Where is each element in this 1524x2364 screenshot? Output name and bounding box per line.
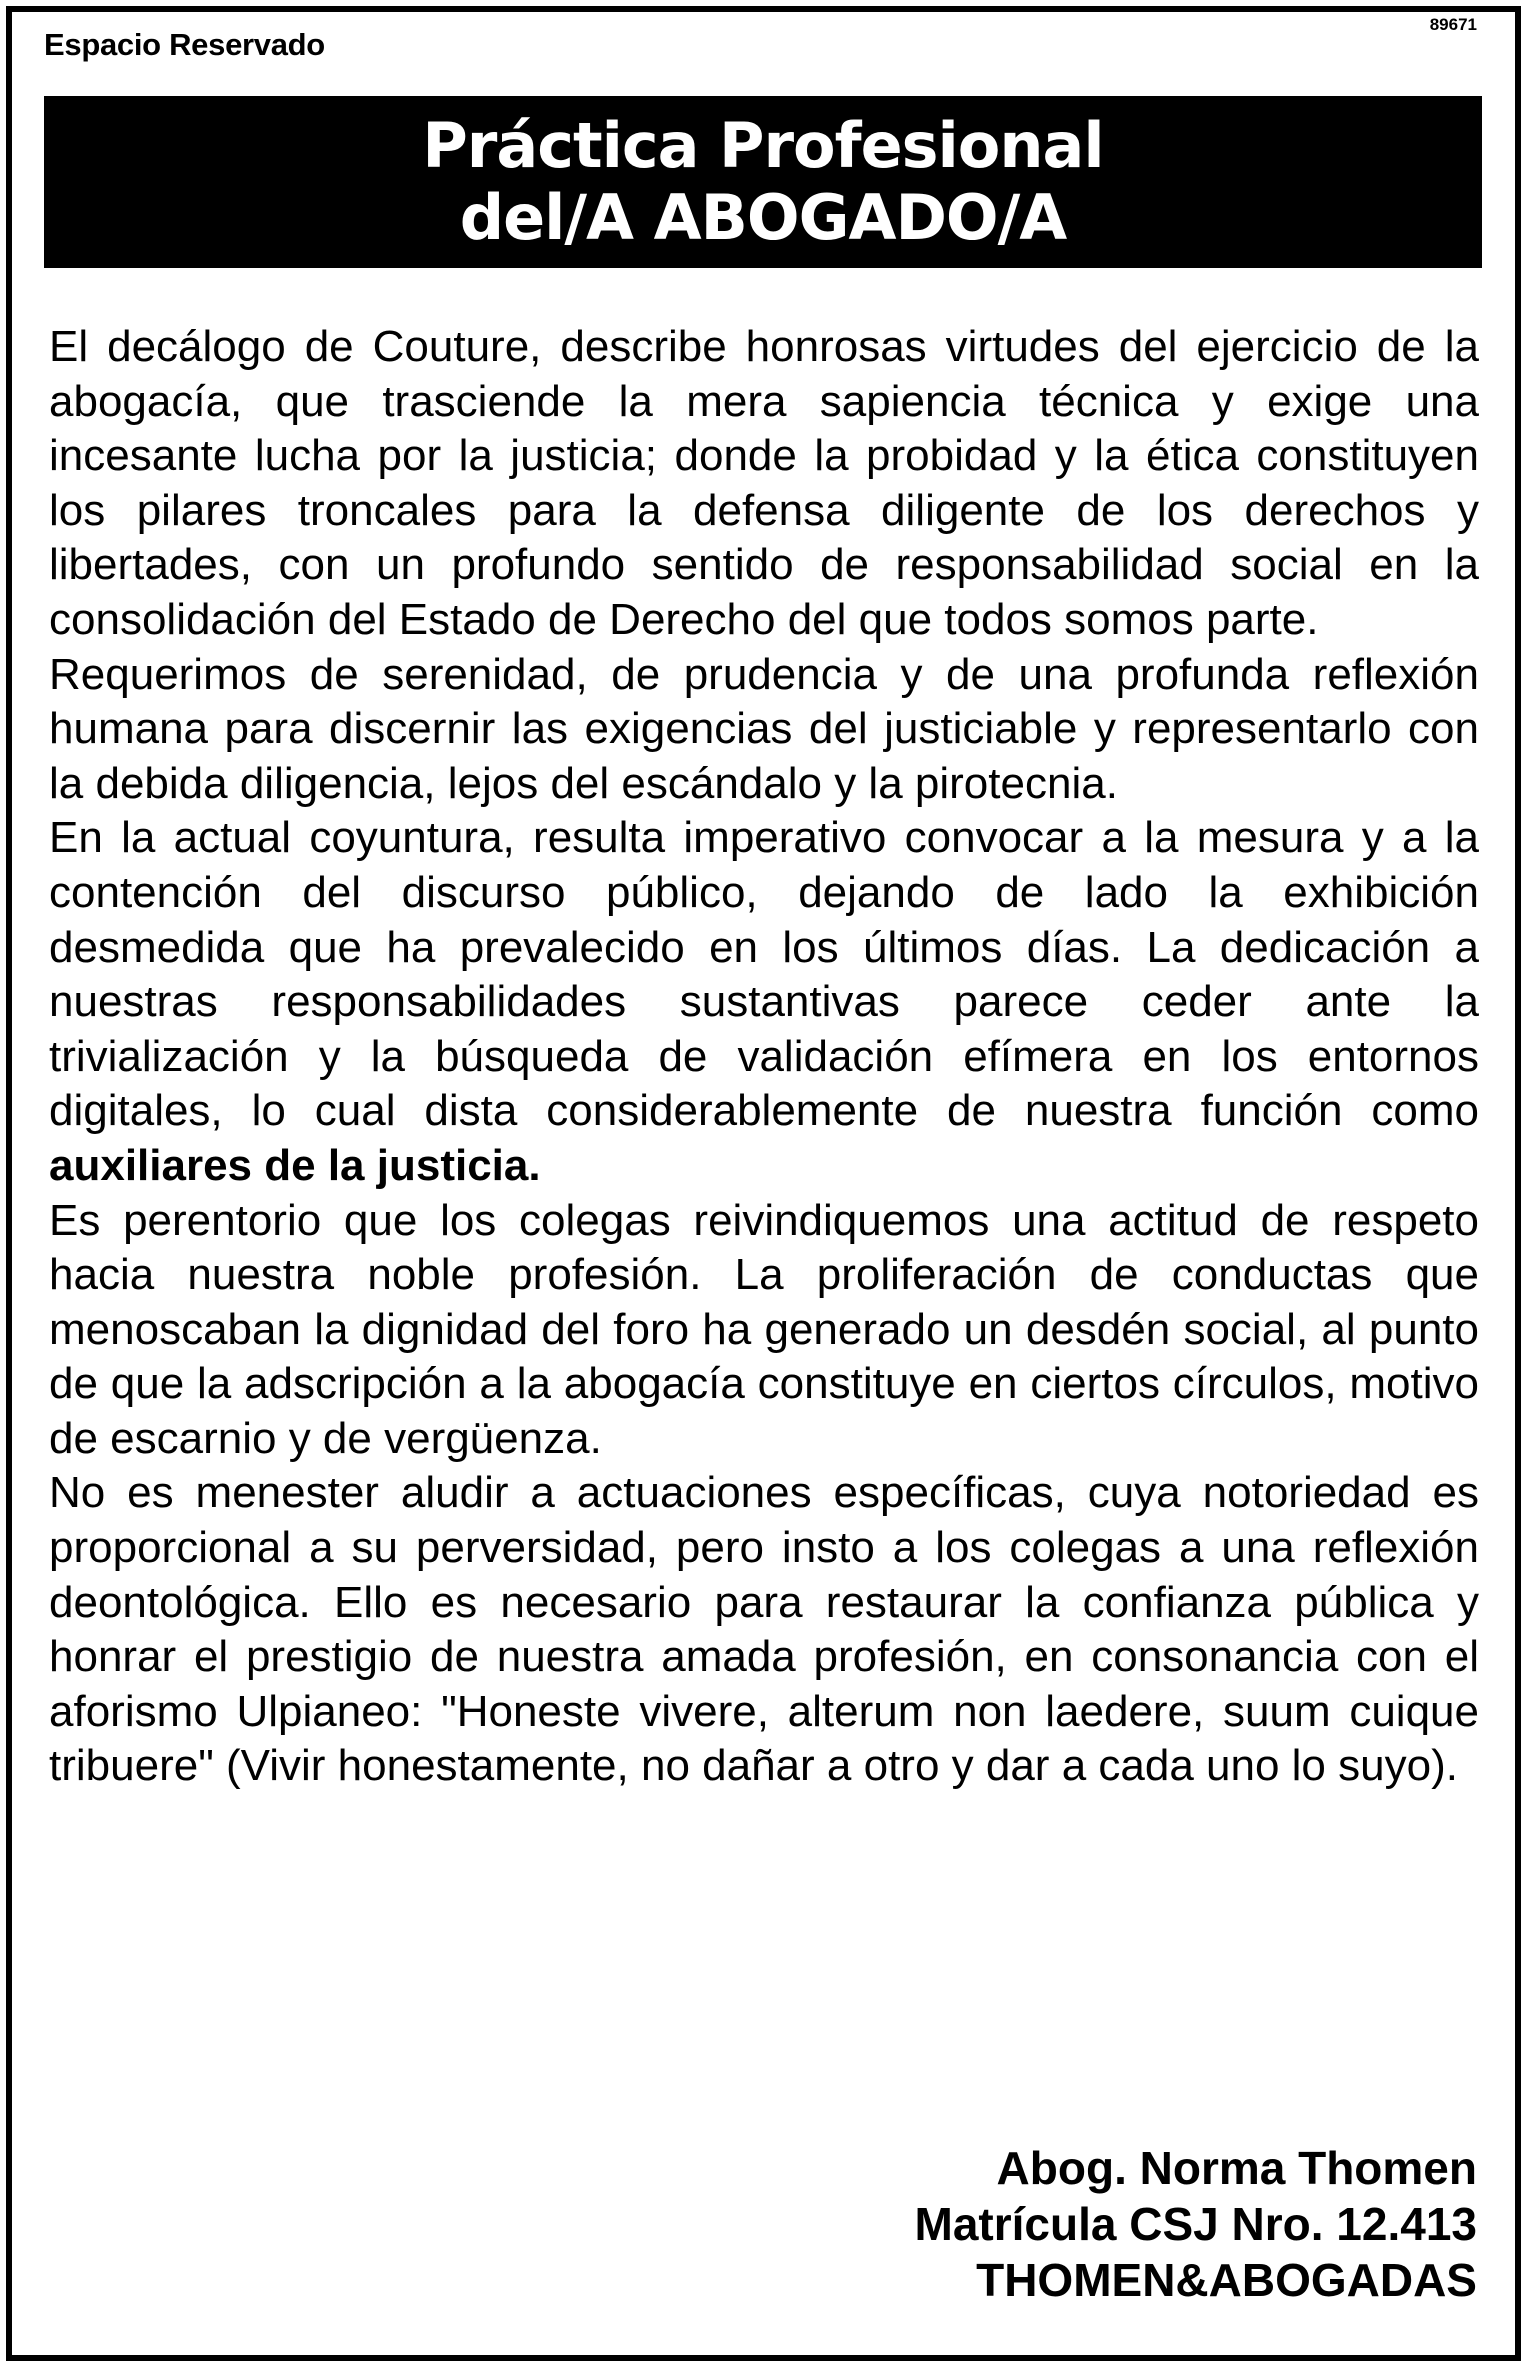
title-line-1: Práctica Profesional <box>422 109 1104 182</box>
signature-firm: THOMEN&ABOGADAS <box>976 2254 1477 2306</box>
paragraph-3-text: En la actual coyuntura, resulta imperativo convocar a la mesura y a la contención del discurso público, dejando de lado la exhibición desmedida que ha prevalecido en los últimos días. La dedicación a nuestras responsabilidades sustantivas parece ceder ante la trivialización y la búsqueda de validación efímera en los entornos digitales, lo cual dista considerablemente de nuestra función como <box>49 813 1479 1136</box>
article-body <box>49 320 1479 1794</box>
signature-registration: Matrícula CSJ Nro. 12.413 <box>914 2198 1477 2250</box>
paragraph-4: Es perentorio que los colegas reivindiquemos una actitud de respeto hacia nuestra noble profesión. La proliferación de conductas que menoscaban la dignidad del foro ha generado un desdén social, al punto de que la adscripción a la abogacía constituye en ciertos círculos, motivo de escarnio y de vergüenza. <box>49 1195 1479 1463</box>
paragraph-3-bold-phrase: auxiliares de la justicia. <box>49 1140 541 1190</box>
signature-name: Abog. Norma Thomen <box>996 2142 1477 2194</box>
signature-block <box>915 2140 1477 2308</box>
ad-code: 89671 <box>1429 15 1477 34</box>
title-line-2: del/A ABOGADO/A <box>459 181 1067 254</box>
paragraph-5: No es menester aludir a actuaciones específicas, cuya notoriedad es proporcional a su perversidad, pero insto a los colegas a una reflexión deontológica. Ello es necesario para restaurar la confianza pública y honrar el prestigio de nuestra amada profesión, en consonancia con el aforismo Ulpianeo: "Honeste vivere, alterum non laedere, suum cuique tribuere" (Vivir honestamente, no dañar a otro y dar a cada uno lo suyo). <box>49 1468 1479 1791</box>
paragraph-1: El decálogo de Couture, describe honrosas virtudes del ejercicio de la abogacía, que trasciende la mera sapiencia técnica y exige una incesante lucha por la justicia; donde la probidad y la ética constituyen los pilares troncales para la defensa diligente de los derechos y libertades, con un profundo sentido de responsabilidad social en la consolidación del Estado de Derecho del que todos somos parte. <box>49 322 1479 644</box>
paragraph-2: Requerimos de serenidad, de prudencia y de una profunda reflexión humana para discernir las exigencias del justiciable y representarlo con la debida diligencia, lejos del escándalo y la pirotecnia. <box>49 649 1479 808</box>
title-banner <box>44 96 1482 268</box>
reserved-space-label: Espacio Reservado <box>44 27 325 62</box>
paragraph-3 <box>49 811 1479 1193</box>
